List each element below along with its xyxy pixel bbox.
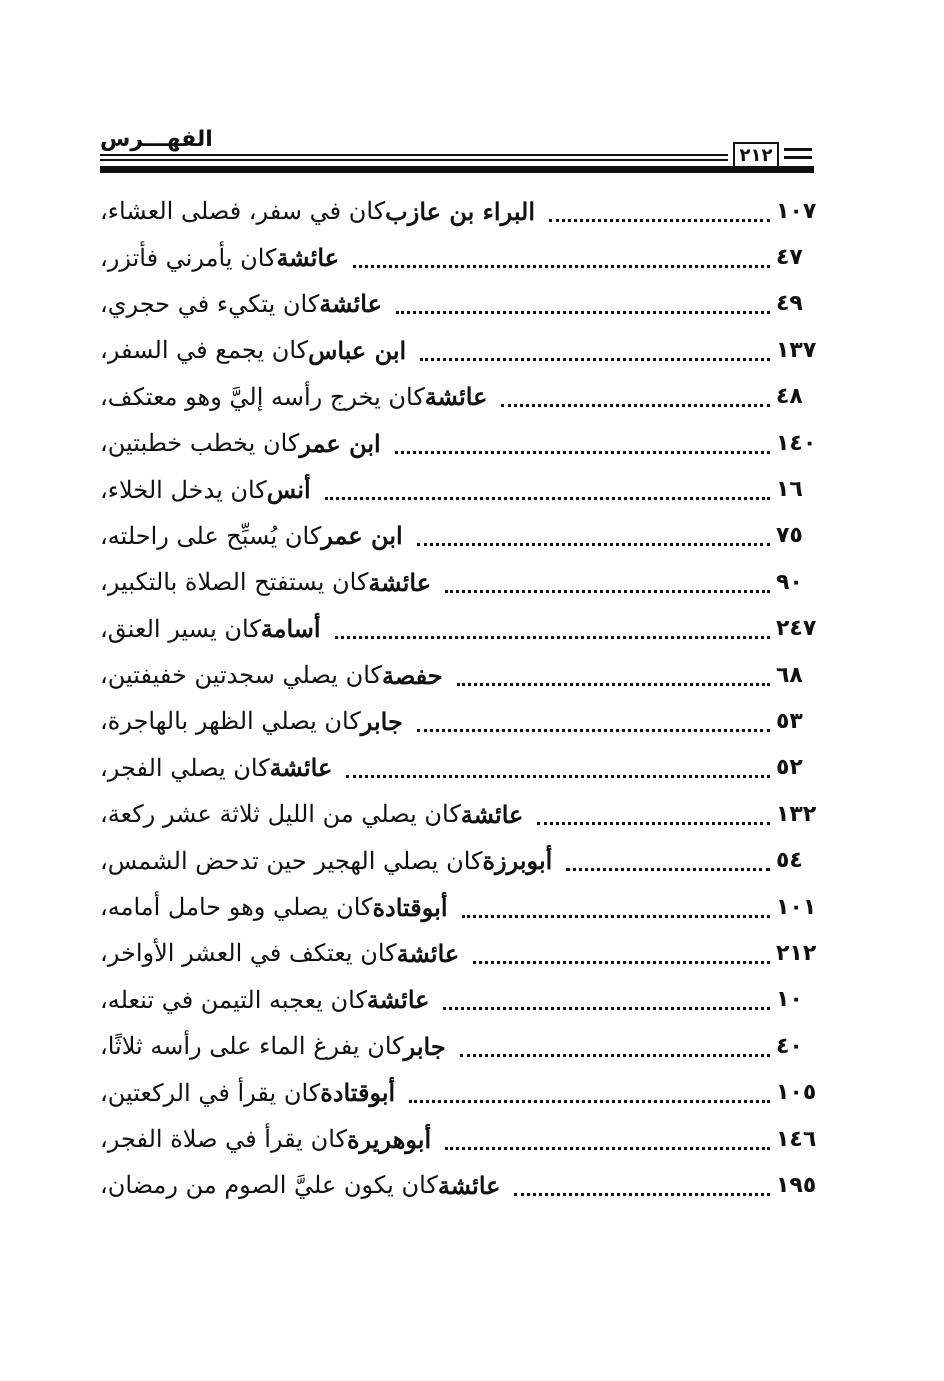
index-entry bbox=[100, 513, 832, 559]
entry-narrator: ابن عباس bbox=[308, 335, 407, 365]
index-entry bbox=[100, 466, 832, 512]
entry-page-number: ١٠ bbox=[776, 987, 803, 1013]
index-entry bbox=[100, 977, 832, 1023]
entry-narrator: عائشة bbox=[460, 799, 524, 829]
entry-page-number: ٥٤ bbox=[776, 848, 803, 874]
dot-leader bbox=[566, 854, 770, 871]
entry-narrator: عائشة bbox=[366, 985, 430, 1015]
hadith-index-list bbox=[100, 188, 832, 1209]
entry-title: كان يتكيء في حجري، bbox=[100, 289, 320, 318]
entry-page-number: ٢١٢ bbox=[776, 940, 817, 966]
entry-narrator: أسامة bbox=[260, 614, 321, 644]
header-rule-thin-top bbox=[100, 154, 728, 156]
entry-title: كان يصلي من الليل ثلاثة عشر ركعة، bbox=[100, 800, 461, 829]
index-entry bbox=[100, 930, 832, 976]
entry-title: كان يدخل الخلاء، bbox=[100, 475, 267, 504]
page-number: ٢١٢ bbox=[733, 142, 779, 170]
entry-title: كان يفرغ الماء على رأسه ثلاثًا، bbox=[100, 1032, 404, 1061]
entry-page-number: ٤٨ bbox=[776, 384, 803, 410]
entry-narrator: عائشة bbox=[269, 753, 333, 783]
dot-leader bbox=[417, 715, 770, 732]
entry-page-number: ١٠١ bbox=[776, 894, 817, 920]
page-header bbox=[100, 126, 814, 178]
dot-leader bbox=[346, 761, 770, 778]
entry-page-number: ٩٠ bbox=[776, 569, 803, 595]
index-entry bbox=[100, 606, 832, 652]
dot-leader bbox=[501, 390, 770, 407]
entry-page-number: ١٣٧ bbox=[776, 337, 817, 363]
dot-leader bbox=[462, 901, 771, 918]
entry-narrator: أبوهريرة bbox=[346, 1124, 432, 1154]
dot-leader bbox=[335, 622, 770, 639]
entry-narrator: البراء بن عازب bbox=[385, 196, 536, 226]
entry-narrator: عائشة bbox=[396, 938, 460, 968]
dot-leader bbox=[353, 251, 770, 268]
entry-narrator: عائشة bbox=[276, 243, 340, 273]
entry-page-number: ٤٧ bbox=[776, 245, 803, 271]
entry-narrator: حفصة bbox=[381, 660, 443, 690]
entry-page-number: ١٤٦ bbox=[776, 1126, 817, 1152]
dot-leader bbox=[445, 576, 770, 593]
header-dash-top bbox=[784, 148, 812, 151]
index-entry bbox=[100, 1069, 832, 1115]
entry-page-number: ١٠٧ bbox=[776, 198, 817, 224]
entry-title: كان يخطب خطبتين، bbox=[100, 429, 300, 458]
entry-title: كان يجمع في السفر، bbox=[100, 336, 309, 365]
entry-title: كان يصلي وهو حامل أمامه، bbox=[100, 893, 373, 922]
entry-page-number: ٢٤٧ bbox=[776, 616, 817, 642]
index-entry bbox=[100, 652, 832, 698]
entry-title: كان يكون عليَّ الصوم من رمضان، bbox=[100, 1171, 438, 1200]
index-entry bbox=[100, 1162, 832, 1208]
entry-page-number: ٥٢ bbox=[776, 755, 803, 781]
index-entry bbox=[100, 188, 832, 234]
index-entry bbox=[100, 420, 832, 466]
index-entry bbox=[100, 281, 832, 327]
dot-leader bbox=[460, 1040, 770, 1057]
dot-leader bbox=[537, 808, 770, 825]
dot-leader bbox=[514, 1179, 770, 1196]
entry-title: كان يأمرني فأتزر، bbox=[100, 243, 277, 272]
header-dash-bottom bbox=[784, 156, 812, 159]
header-rule-thin-bottom bbox=[100, 159, 728, 161]
dot-leader bbox=[409, 1086, 770, 1103]
entry-title: كان يصلي الفجر، bbox=[100, 753, 270, 782]
entry-title: كان يقرأ في الركعتين، bbox=[100, 1078, 321, 1107]
entry-page-number: ١٤٠ bbox=[776, 430, 817, 456]
index-entry bbox=[100, 234, 832, 280]
entry-page-number: ٦٨ bbox=[776, 662, 803, 688]
entry-page-number: ٤٩ bbox=[776, 291, 803, 317]
dot-leader bbox=[445, 1133, 770, 1150]
index-entry bbox=[100, 698, 832, 744]
index-entry bbox=[100, 884, 832, 930]
index-entry bbox=[100, 327, 832, 373]
entry-narrator: ابن عمر bbox=[299, 428, 381, 458]
entry-narrator: أبوقتادة bbox=[372, 892, 448, 922]
dot-leader bbox=[325, 483, 770, 500]
index-entry bbox=[100, 1023, 832, 1069]
entry-title: كان يخرج رأسه إليَّ وهو معتكف، bbox=[100, 382, 425, 411]
entry-narrator: ابن عمر bbox=[321, 521, 403, 551]
entry-page-number: ١٣٢ bbox=[776, 801, 817, 827]
entry-title: كان يُسبِّح على راحلته، bbox=[100, 521, 322, 550]
entry-title: كان يعجبه التيمن في تنعله، bbox=[100, 985, 367, 1014]
index-entry bbox=[100, 791, 832, 837]
section-title: الفهـــرس bbox=[100, 127, 213, 152]
entry-narrator: عائشة bbox=[319, 289, 382, 319]
dot-leader bbox=[473, 947, 770, 964]
entry-title: كان يصلي الظهر بالهاجرة، bbox=[100, 707, 361, 736]
index-entry bbox=[100, 745, 832, 791]
index-entry bbox=[100, 837, 832, 883]
entry-title: كان يقرأ في صلاة الفجر، bbox=[100, 1125, 347, 1153]
entry-narrator: عائشة bbox=[368, 567, 432, 597]
entry-page-number: ١٦ bbox=[776, 477, 803, 503]
entry-narrator: أبوبرزة bbox=[482, 846, 553, 876]
entry-title: كان يسير العنق، bbox=[100, 614, 261, 643]
entry-title: كان يصلي سجدتين خفيفتين، bbox=[100, 661, 382, 690]
entry-narrator: عائشة bbox=[424, 382, 488, 412]
header-rule-thick bbox=[100, 166, 814, 173]
index-entry bbox=[100, 374, 832, 420]
entry-narrator: أبوقتادة bbox=[320, 1078, 396, 1108]
entry-page-number: ١٩٥ bbox=[776, 1172, 817, 1198]
index-entry bbox=[100, 559, 832, 605]
dot-leader bbox=[457, 669, 770, 686]
dot-leader bbox=[395, 437, 770, 454]
entry-title: كان يستفتح الصلاة بالتكبير، bbox=[100, 568, 369, 597]
dot-leader bbox=[417, 529, 770, 546]
entry-title: كان يصلي الهجير حين تدحض الشمس، bbox=[100, 846, 483, 875]
dot-leader bbox=[396, 297, 770, 314]
index-entry bbox=[100, 1116, 832, 1162]
entry-page-number: ٧٥ bbox=[776, 523, 803, 549]
entry-narrator: أنس bbox=[266, 475, 311, 505]
dot-leader bbox=[420, 344, 770, 361]
entry-page-number: ١٠٥ bbox=[776, 1080, 817, 1106]
dot-leader bbox=[443, 993, 770, 1010]
entry-narrator: جابر bbox=[403, 1031, 446, 1061]
entry-narrator: جابر bbox=[360, 706, 403, 736]
entry-title: كان في سفر، فصلى العشاء، bbox=[100, 197, 386, 226]
dot-leader bbox=[549, 205, 770, 222]
entry-title: كان يعتكف في العشر الأواخر، bbox=[100, 939, 397, 968]
entry-page-number: ٥٣ bbox=[776, 708, 803, 734]
entry-narrator: عائشة bbox=[437, 1170, 501, 1200]
entry-page-number: ٤٠ bbox=[776, 1033, 803, 1059]
